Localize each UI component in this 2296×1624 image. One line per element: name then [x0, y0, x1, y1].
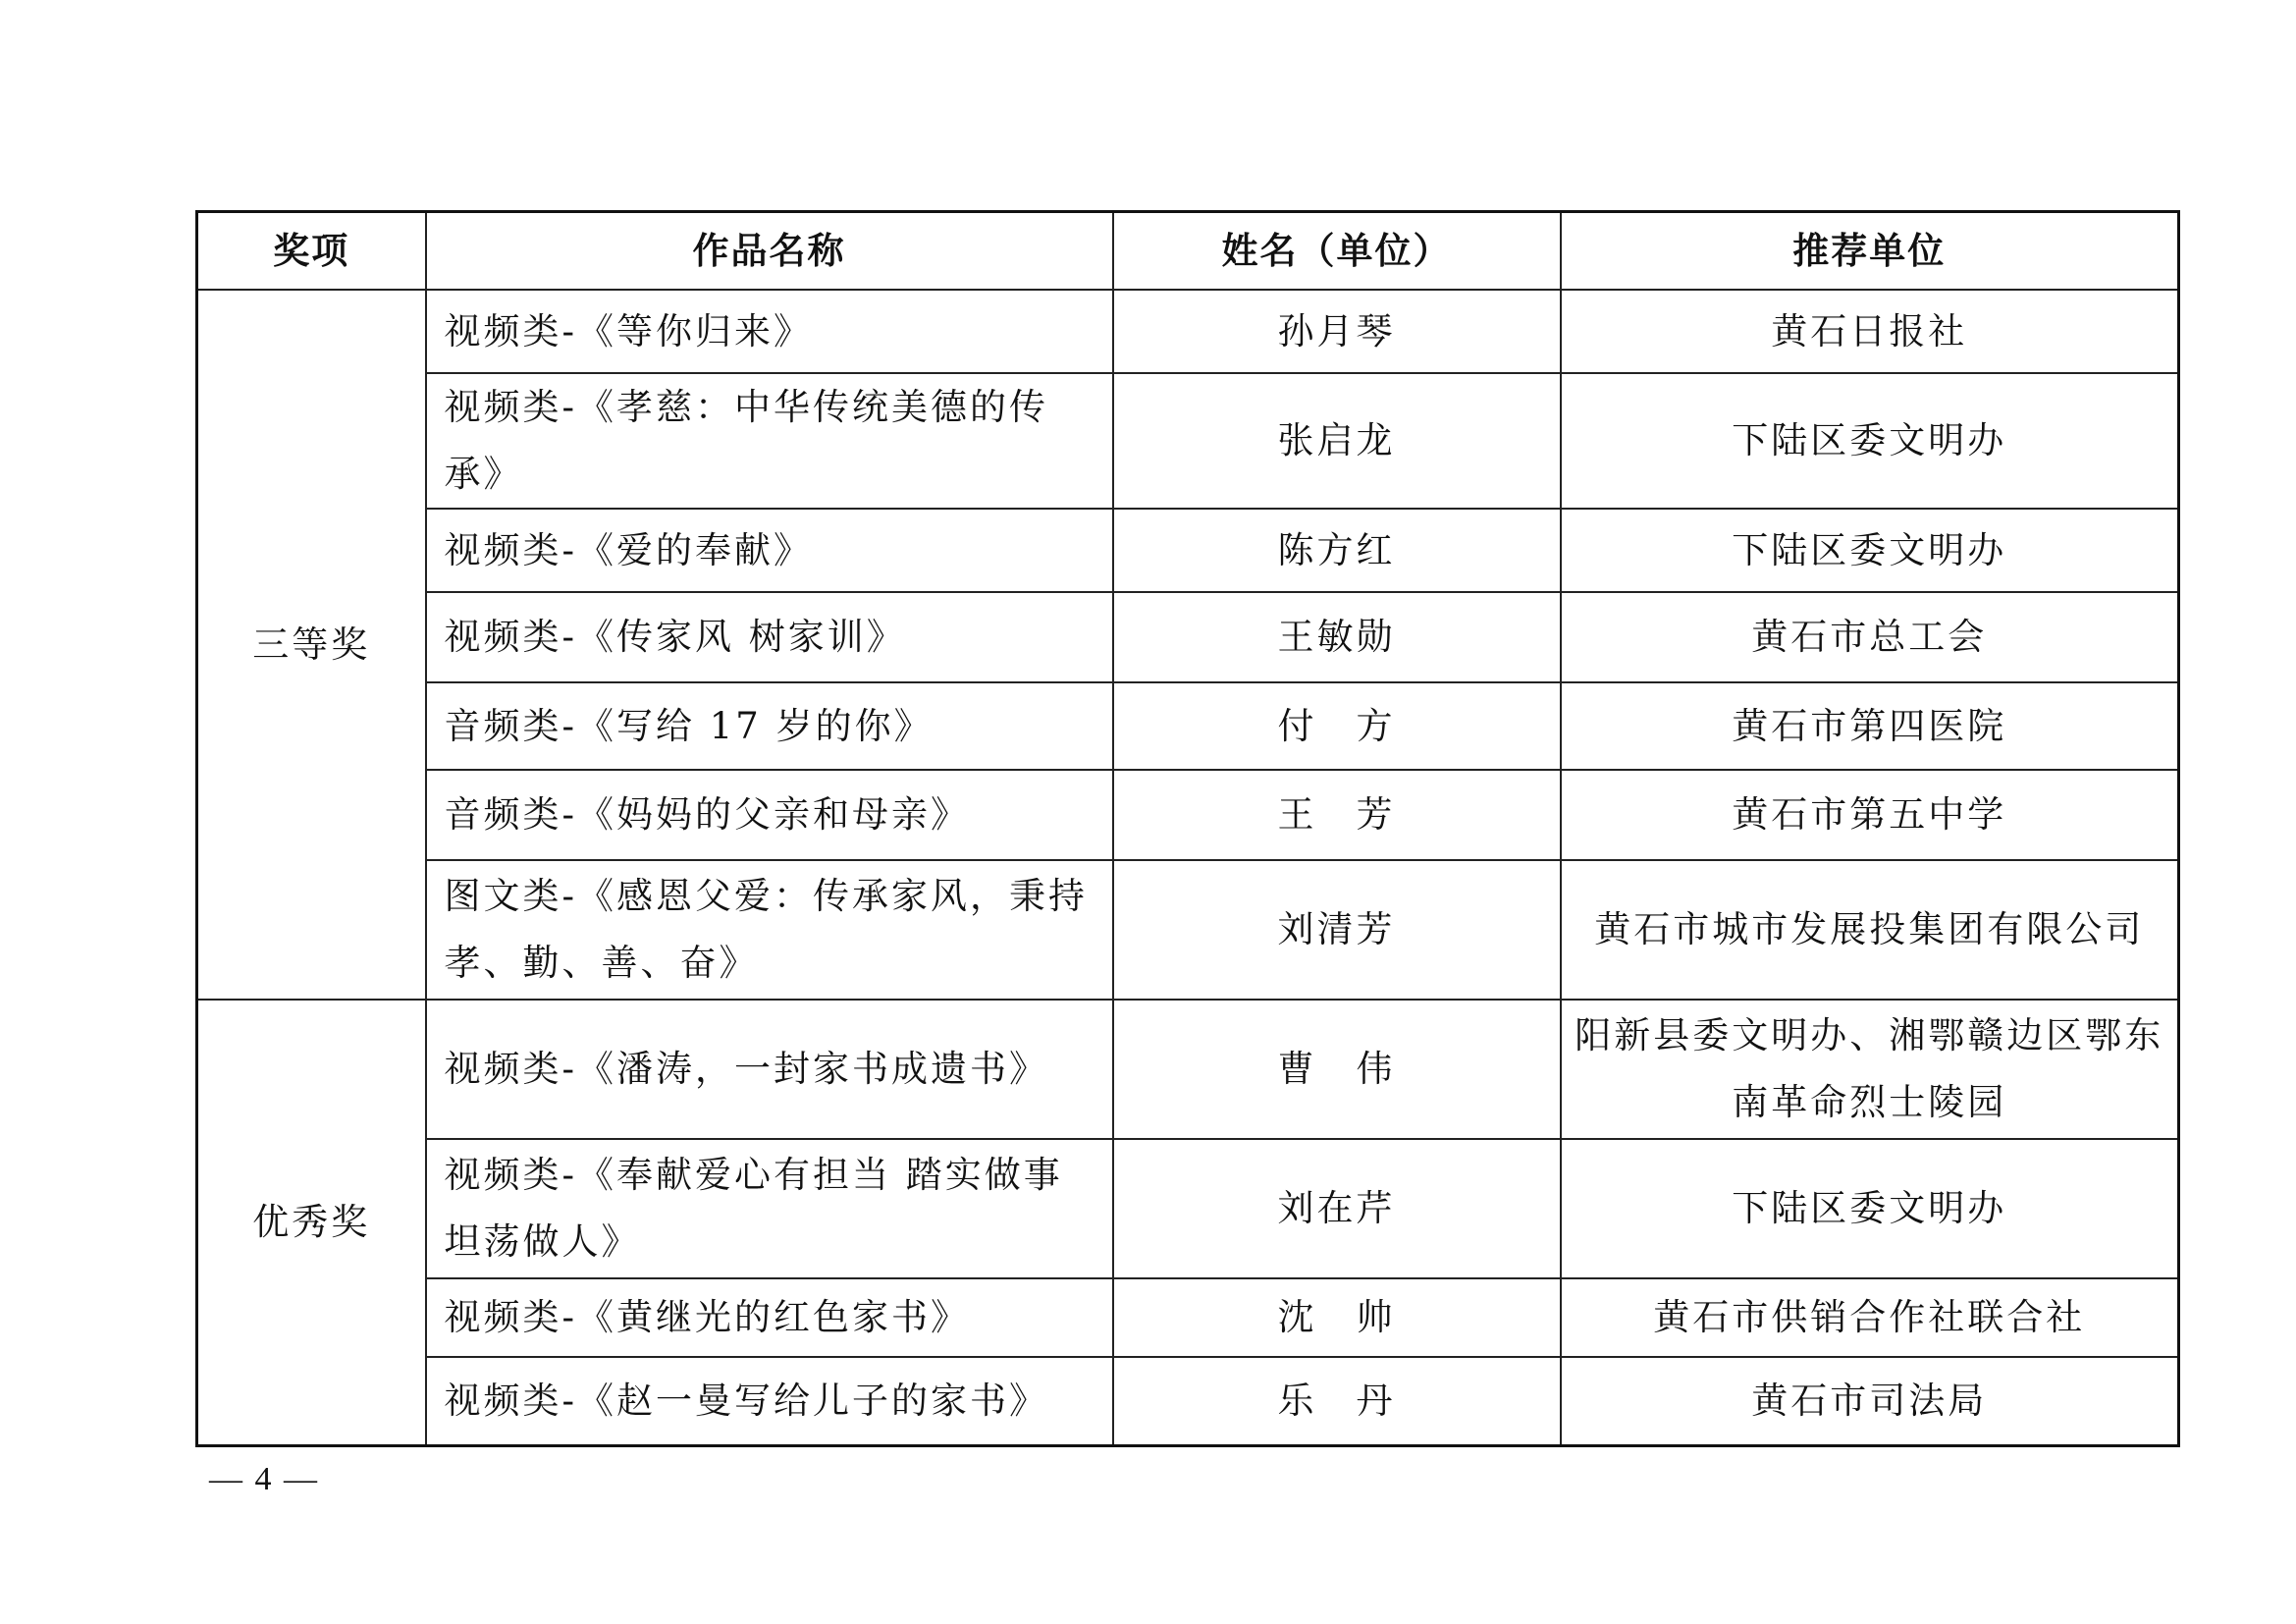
- table-row: [197, 682, 2179, 770]
- table-row: [197, 860, 2179, 1000]
- recommender-unit: 黄石市城市发展投集团有限公司: [1561, 860, 2179, 1000]
- work-title: 视频类-《传家风 树家训》: [426, 592, 1113, 682]
- author-name: 乐 丹: [1113, 1357, 1561, 1445]
- recommender-unit: 下陆区委文明办: [1561, 509, 2179, 592]
- recommender-unit: 黄石市第五中学: [1561, 770, 2179, 860]
- table-row: [197, 290, 2179, 373]
- recommender-unit: 下陆区委文明办: [1561, 373, 2179, 509]
- header-recommender: 推荐单位: [1561, 212, 2179, 291]
- recommender-unit: 黄石市总工会: [1561, 592, 2179, 682]
- author-name: 沈 帅: [1113, 1278, 1561, 1357]
- recommender-unit: 黄石市第四医院: [1561, 682, 2179, 770]
- author-name: 刘在芹: [1113, 1139, 1561, 1278]
- work-title: 视频类-《孝慈：中华传统美德的传承》: [426, 373, 1113, 509]
- table-row: [197, 592, 2179, 682]
- table-row: [197, 373, 2179, 509]
- work-title: 视频类-《赵一曼写给儿子的家书》: [426, 1357, 1113, 1445]
- author-name: 刘清芳: [1113, 860, 1561, 1000]
- author-name: 王 芳: [1113, 770, 1561, 860]
- recommender-unit: 下陆区委文明办: [1561, 1139, 2179, 1278]
- work-title: 音频类-《妈妈的父亲和母亲》: [426, 770, 1113, 860]
- author-name: 付 方: [1113, 682, 1561, 770]
- author-name: 曹 伟: [1113, 1000, 1561, 1139]
- work-title: 视频类-《等你归来》: [426, 290, 1113, 373]
- table-row: [197, 1000, 2179, 1139]
- work-title: 视频类-《爱的奉献》: [426, 509, 1113, 592]
- recommender-unit: 阳新县委文明办、湘鄂赣边区鄂东南革命烈士陵园: [1561, 1000, 2179, 1139]
- table-row: [197, 1139, 2179, 1278]
- page-number: — 4 —: [209, 1461, 319, 1497]
- award-third-prize: 三等奖: [197, 290, 426, 1000]
- recommender-unit: 黄石日报社: [1561, 290, 2179, 373]
- table-row: [197, 1357, 2179, 1445]
- author-name: 王敏勋: [1113, 592, 1561, 682]
- table-row: [197, 509, 2179, 592]
- table-row: [197, 770, 2179, 860]
- header-award: 奖项: [197, 212, 426, 291]
- award-excellence-prize: 优秀奖: [197, 1000, 426, 1445]
- header-name: 姓名（单位）: [1113, 212, 1561, 291]
- work-title: 视频类-《黄继光的红色家书》: [426, 1278, 1113, 1357]
- recommender-unit: 黄石市供销合作社联合社: [1561, 1278, 2179, 1357]
- work-title: 图文类-《感恩父爱：传承家风，秉持孝、勤、善、奋》: [426, 860, 1113, 1000]
- work-title: 音频类-《写给 17 岁的你》: [426, 682, 1113, 770]
- table-row: [197, 1278, 2179, 1357]
- recommender-unit: 黄石市司法局: [1561, 1357, 2179, 1445]
- author-name: 张启龙: [1113, 373, 1561, 509]
- work-title: 视频类-《奉献爱心有担当 踏实做事坦荡做人》: [426, 1139, 1113, 1278]
- work-title: 视频类-《潘涛，一封家书成遗书》: [426, 1000, 1113, 1139]
- author-name: 陈方红: [1113, 509, 1561, 592]
- author-name: 孙月琴: [1113, 290, 1561, 373]
- table-header-row: [197, 212, 2179, 291]
- award-table: [195, 210, 2180, 1447]
- header-work-title: 作品名称: [426, 212, 1113, 291]
